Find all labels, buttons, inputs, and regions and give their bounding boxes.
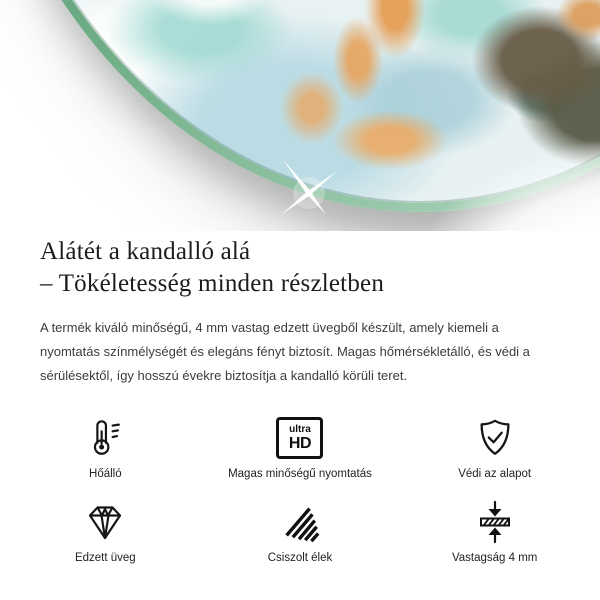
feature-protects-base (397, 413, 592, 480)
diamond-icon (82, 497, 128, 543)
feature-polished-edges (203, 497, 398, 564)
feature-label: Edzett üveg (74, 552, 136, 564)
feature-grid (8, 413, 592, 564)
feature-label: Vastagság 4 mm (451, 552, 538, 564)
feature-thickness (397, 497, 592, 564)
marble-artwork (0, 0, 600, 203)
feature-print-quality (203, 413, 398, 480)
feature-heat-resistant (8, 413, 203, 480)
feature-label: Magas minőségű nyomtatás (228, 468, 372, 480)
page-title (40, 236, 560, 300)
product-description-text: A termék kiváló minőségű, 4 mm vastag edzett üvegből készült, amely kiemeli a nyomtatás színmélységét és elegáns fényt biztosít. Magas hőmérsékletálló, és védi a sérülésektől, így hosszú évekre biztosítja a kandalló körüli teret. (40, 320, 530, 383)
content-block (0, 236, 600, 388)
product-photo (0, 0, 600, 231)
feature-label: Csiszolt élek (267, 552, 333, 564)
glass-mat-edge (0, 0, 600, 212)
feature-tempered-glass (8, 497, 203, 564)
thickness-icon (473, 497, 517, 543)
feature-label: Hőálló (89, 468, 122, 480)
ultra-hd-text-top: ultra (289, 423, 311, 435)
title-line-1: Alátét a kandalló alá (40, 238, 251, 265)
shield-check-icon (474, 413, 516, 459)
thermometer-icon (84, 413, 126, 459)
polished-edges-icon (279, 497, 321, 543)
ultra-hd-text-bottom: HD (288, 434, 312, 452)
feature-label: Védi az alapot (458, 468, 532, 480)
ultra-hd-icon (276, 413, 323, 459)
title-line-2: – Tökéletesség minden részletben (40, 270, 385, 297)
